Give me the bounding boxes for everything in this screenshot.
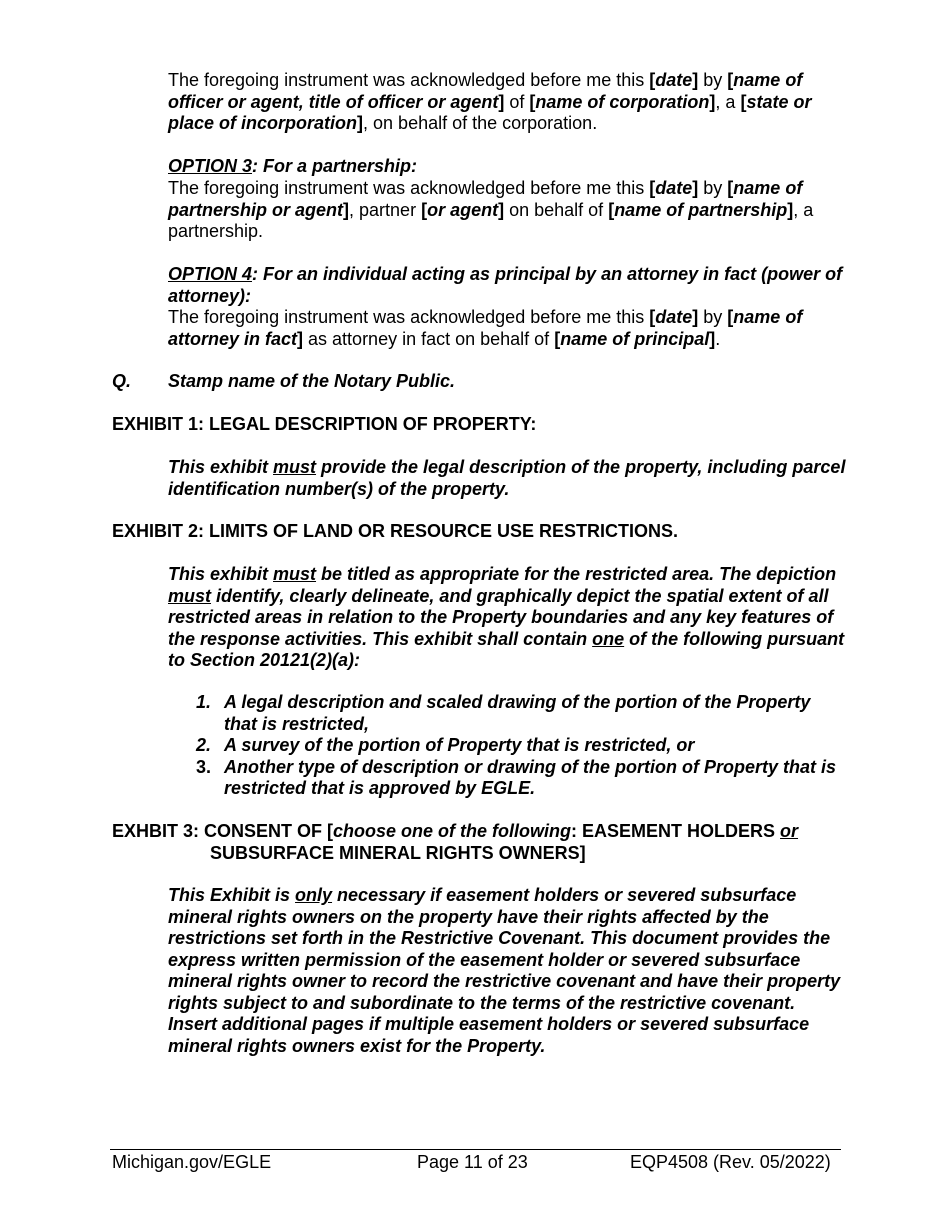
bracket: ] bbox=[709, 91, 716, 112]
exhibit1-description bbox=[168, 457, 848, 500]
field-date: date bbox=[655, 70, 693, 90]
field-attorney-name: name of attorney in fact bbox=[168, 307, 803, 349]
exhibit3-title bbox=[112, 821, 852, 843]
field-date: date bbox=[655, 307, 693, 327]
footer-form-number: EQP4508 (Rev. 05/2022) bbox=[630, 1152, 831, 1172]
option-label: OPTION 3 bbox=[168, 156, 253, 176]
bracket: [ bbox=[727, 70, 734, 90]
text: of the following pursuant to Section 20121(2)(a): bbox=[168, 628, 845, 670]
text: The foregoing instrument was acknowledged before me this bbox=[168, 70, 650, 90]
text: necessary if easement holders or severed subsurface mineral rights owners on the property have their rights affected by the restrictions set forth in the Restrictive Covenant. This document provides the express written permission of the easement holder or severed subsurface mineral rights owner to record the restrictive covenant and have their property rights subject to and subordinate to the terms of the restrictive covenant. Insert additional pages if multiple easement holders or severed subsurface mineral rights owners exist for the Property. bbox=[168, 885, 841, 1056]
text: This exhibit bbox=[168, 457, 274, 477]
text: , on behalf of the corporation. bbox=[363, 113, 598, 133]
exhibit1-title: EXHIBIT 1: LEGAL DESCRIPTION OF PROPERTY: bbox=[112, 414, 537, 434]
text: by bbox=[698, 307, 728, 327]
text: by bbox=[698, 70, 728, 90]
text: . bbox=[715, 328, 721, 349]
text: , a bbox=[715, 91, 741, 112]
text: The foregoing instrument was acknowledged before me this bbox=[168, 178, 650, 198]
field-or-agent: or agent bbox=[427, 199, 499, 220]
list-number: 3. bbox=[196, 756, 212, 777]
bracket: ] bbox=[692, 70, 699, 90]
footer-website: Michigan.gov/EGLE bbox=[112, 1152, 272, 1172]
footer-page-number: Page 11 of 23 bbox=[417, 1152, 528, 1172]
footer-divider bbox=[110, 1149, 841, 1150]
list-text: A survey of the portion of Property that is restricted, or bbox=[224, 735, 695, 755]
item-q-text: Stamp name of the Notary Public. bbox=[168, 371, 456, 391]
field-partnership-name: name of partnership bbox=[614, 199, 788, 220]
option-heading-text: : For an individual acting as principal by an attorney in fact (power of attorney): bbox=[168, 264, 843, 306]
exhibit3-description bbox=[168, 885, 848, 1057]
option3-paragraph: The foregoing instrument was acknowledged before me this [date] by [name of partnership or agent], partner [or agent] on behalf of [name of partnership], a partnership. bbox=[168, 178, 814, 241]
exhibit3-title-line2: SUBSURFACE MINERAL RIGHTS OWNERS] bbox=[210, 843, 586, 863]
list-number: 1. bbox=[196, 692, 212, 712]
text: provide the legal description of the property, including parcel identification number(s) of the property. bbox=[168, 457, 846, 499]
text: on behalf of bbox=[504, 199, 609, 220]
emphasis-or: or bbox=[780, 821, 799, 841]
bracket: [ bbox=[740, 91, 747, 112]
text: The foregoing instrument was acknowledged before me this bbox=[168, 307, 650, 327]
bracket: [ bbox=[529, 91, 536, 112]
list-text: A legal description and scaled drawing of the portion of the Property that is restricted, bbox=[224, 692, 811, 734]
field-date: date bbox=[655, 178, 693, 198]
emphasis-must: must bbox=[168, 585, 212, 606]
list-text: Another type of description or drawing of the portion of Property that is restricted that is approved by EGLE. bbox=[224, 756, 837, 798]
list-number: 2. bbox=[196, 735, 212, 755]
text: EXHBIT 3: CONSENT OF [ bbox=[112, 821, 334, 841]
text: This Exhibit is bbox=[168, 885, 296, 905]
text: of bbox=[504, 91, 530, 112]
text: , partner bbox=[349, 199, 422, 220]
emphasis-one: one bbox=[592, 628, 625, 649]
bracket: [ bbox=[649, 70, 656, 90]
bracket: ] bbox=[357, 113, 364, 133]
option4-paragraph: The foregoing instrument was acknowledged before me this [date] by [name of attorney in fact] as attorney in fact on behalf of [name of principal]. bbox=[168, 307, 803, 349]
field-officer-name: name of officer or agent, title of officer or agent bbox=[168, 70, 803, 112]
field-state: state or place of incorporation bbox=[168, 91, 812, 133]
field-principal-name: name of principal bbox=[560, 328, 710, 349]
emphasis-must: must bbox=[273, 564, 317, 584]
text: , a partnership. bbox=[168, 199, 814, 241]
exhibit2-description bbox=[168, 564, 848, 672]
emphasis-must: must bbox=[273, 457, 317, 477]
exhibit2-options-list bbox=[168, 692, 848, 800]
field-partnership-agent: name of partnership or agent bbox=[168, 178, 803, 220]
option4-heading bbox=[168, 264, 848, 307]
emphasis-only: only bbox=[295, 885, 333, 905]
list-item bbox=[168, 735, 848, 757]
text: : EASEMENT HOLDERS bbox=[571, 821, 781, 841]
field-corporation-name: name of corporation bbox=[535, 91, 710, 112]
item-q-label: Q. bbox=[112, 371, 132, 391]
text: by bbox=[698, 178, 728, 198]
list-item bbox=[168, 757, 848, 800]
text: This exhibit bbox=[168, 564, 274, 584]
text: as attorney in fact on behalf of bbox=[303, 328, 555, 349]
text: identify, clearly delineate, and graphically depict the spatial extent of all restricted areas in relation to the Property boundaries and any key features of the response activities. This exhibit shall contain bbox=[168, 585, 834, 649]
exhibit2-title: EXHIBIT 2: LIMITS OF LAND OR RESOURCE USE RESTRICTIONS. bbox=[112, 521, 679, 541]
option2-acknowledgment-paragraph bbox=[168, 70, 848, 135]
list-item bbox=[168, 692, 848, 735]
option-label: OPTION 4 bbox=[168, 264, 253, 284]
choose-instruction: choose one of the following bbox=[333, 821, 572, 841]
option3-heading bbox=[168, 156, 848, 178]
option-heading-text: : For a partnership: bbox=[252, 156, 418, 176]
text: be titled as appropriate for the restricted area. The depiction bbox=[316, 564, 837, 584]
bracket: ] bbox=[498, 91, 505, 112]
